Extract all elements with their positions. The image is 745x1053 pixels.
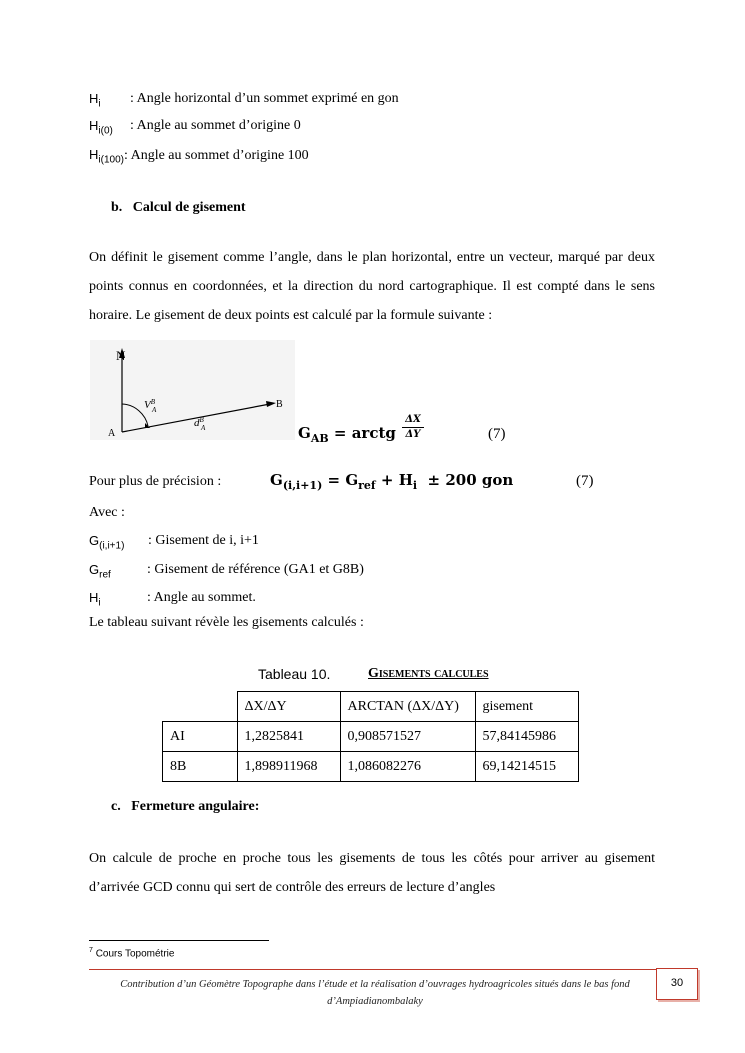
table-caption-title: Gisements calcules — [368, 666, 489, 681]
table-cell: 8B — [163, 752, 238, 782]
fraction-denominator: ΔY — [405, 429, 421, 440]
footer-text: Contribution d’un Géomètre Topographe dans l’étude et la réalisation d’ouvrages hydroagricoles situés dans le bas fond d’Ampiadianombalaky — [120, 979, 630, 1007]
table-cell: 0,908571527 — [340, 722, 475, 752]
table-cell: 69,14214515 — [475, 752, 578, 782]
footnote — [89, 947, 174, 959]
page-number: 30 — [670, 977, 684, 989]
table-cell: AI — [163, 722, 238, 752]
table-header-cell: ARCTAN (ΔX/ΔY) — [340, 692, 475, 722]
dist-label: d — [194, 417, 200, 429]
definition-gii1-text: : Gisement de i, i+1 — [148, 533, 259, 548]
footer-rule — [89, 969, 657, 970]
gisement-table — [162, 691, 579, 782]
dist-sup: B — [199, 416, 204, 424]
table-row — [163, 722, 579, 752]
paragraph-definition: On définit le gisement comme l’angle, dans le plan horizontal, entre un vecteur, marqué par deux points connus en coordonnées, et la direction du nord cartographique. Il est compté dans le sens horaire. Le gisement de deux points est calculé par la formule suivante : — [89, 250, 655, 323]
avec-label: Avec : — [89, 505, 125, 520]
formula-gab: $G_{AB}$ = arctg — [298, 424, 396, 445]
table-caption-number: Tableau 10. — [258, 666, 331, 682]
page-number-box — [656, 968, 698, 1000]
point-a-label: A — [108, 428, 116, 439]
bearing-diagram — [90, 340, 300, 445]
paragraph-fermeture: On calcule de proche en proche tous les gisements de tous les côtés pour arriver au gisement d’arrivée GCD connu qui sert de contrôle des erreurs de lecture d’angles — [89, 851, 655, 895]
footnote-number: 7 — [89, 947, 93, 954]
equation-number-1: (7) — [488, 426, 506, 442]
footnote-rule — [89, 940, 269, 941]
point-b-label: B — [276, 399, 283, 410]
table-intro: Le tableau suivant révèle les gisements calculés : — [89, 615, 364, 630]
definition-hi100-text: : Angle au sommet d’origine 100 — [123, 148, 309, 163]
definition-gref-text: : Gisement de référence (GA1 et G8B) — [147, 562, 364, 577]
definition-hi0 — [89, 117, 113, 141]
definition-hi100 — [89, 146, 309, 170]
table-cell: 1,2825841 — [237, 722, 340, 752]
table-row — [163, 752, 579, 782]
fraction-numerator: ΔX — [402, 413, 424, 428]
footnote-text: Cours Topométrie — [95, 948, 175, 960]
table-header-cell: ΔX/ΔY — [237, 692, 340, 722]
definition-hi — [89, 90, 101, 114]
table-cell: 1,898911968 — [237, 752, 340, 782]
precision-label: Pour plus de précision : — [89, 474, 222, 489]
symbol: $H_{i(100)}$ — [89, 147, 124, 166]
definition-hi-symbol: $H_i$ — [89, 590, 101, 609]
table-cell: 57,84145986 — [475, 722, 578, 752]
table-header-row — [163, 692, 579, 722]
table-header-cell — [163, 692, 238, 722]
equation-number-2: (7) — [576, 473, 594, 489]
symbol: $H_{i(0)}$ — [89, 118, 113, 137]
symbol: $H_i$ — [89, 91, 101, 110]
angle-sup: B — [150, 398, 156, 406]
section-c-heading: c. Fermeture angulaire: — [111, 799, 260, 814]
definition-hi-text: : Angle horizontal d’un sommet exprimé en gon — [130, 91, 399, 106]
table-cell: 1,086082276 — [340, 752, 475, 782]
dist-sub: A — [201, 424, 206, 432]
formula-fraction — [402, 413, 424, 442]
angle-sub: A — [152, 406, 157, 414]
point-b-arrow — [266, 401, 276, 407]
north-label: N — [116, 348, 126, 363]
definition-gref-symbol: $G_{ref}$ — [89, 562, 111, 581]
definition-gii1-symbol: $G_{(i,i+1)}$ — [89, 533, 125, 552]
table-header-cell: gisement — [475, 692, 578, 722]
definition-hi0-text: : Angle au sommet d’origine 0 — [130, 118, 301, 133]
formula-precision: $G_{(i,i+1)} = G_{ref} + H_i \pm 200$ gon — [270, 471, 514, 492]
angle-label: V — [144, 399, 151, 411]
section-b-heading: b. Calcul de gisement — [111, 200, 246, 215]
definition-hi-bottom-text: : Angle au sommet. — [147, 590, 256, 605]
